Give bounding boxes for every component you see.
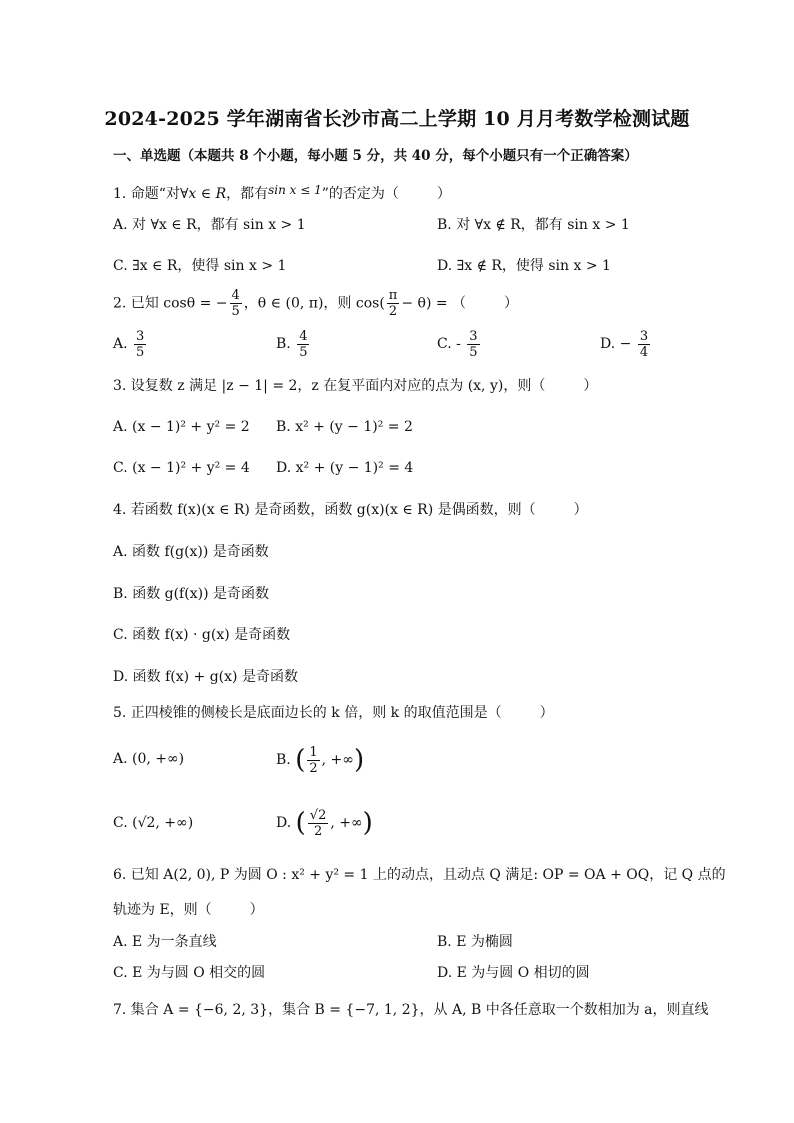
q6-option-b: B. E 为椭圆 xyxy=(437,934,513,950)
q2-b-den: 5 xyxy=(299,344,308,360)
question-4-stem xyxy=(113,500,588,520)
q5-d-num: √2 xyxy=(309,807,327,823)
q2-b-num: 4 xyxy=(299,328,308,344)
q3-option-a: A. (x − 1)² + y² = 2 xyxy=(113,419,250,435)
q5-d-lparen: ( xyxy=(295,808,306,838)
q1-option-b: B. 对 ∀x ∉ R，都有 sin x > 1 xyxy=(437,217,630,233)
q5-b-num: 1 xyxy=(309,744,318,760)
q2-pi-fraction xyxy=(387,288,400,319)
q1-stem-b: ，都有 xyxy=(226,186,269,202)
q6-stem-end: ） xyxy=(249,902,264,918)
q3-option-c: C. (x − 1)² + y² = 4 xyxy=(113,460,250,476)
question-3-stem xyxy=(113,376,597,396)
q6-option-d: D. E 为与圆 O 相切的圆 xyxy=(437,965,590,981)
q5-option-b xyxy=(276,738,364,782)
q2-b-fraction xyxy=(297,329,309,360)
q2-stem-c: − θ) = （ xyxy=(401,295,467,312)
question-6-stem-line1: 6. 已知 A(2, 0), P 为圆 O : x² + y² = 1 上的动点，且动点 Q 满足: OP = OA + OQ，记 Q 点的 xyxy=(113,867,726,883)
q2-c-num: 3 xyxy=(469,328,478,344)
q5-b-fraction xyxy=(307,745,319,776)
q5-b-rparen: ) xyxy=(353,745,365,775)
q2-c-fraction xyxy=(467,329,479,360)
q1-cond: sin x ≤ 1 xyxy=(268,183,322,197)
q1-forall: ∀x ∈ R xyxy=(179,186,227,202)
q5-b-label: B. xyxy=(276,752,291,768)
q5-d-tail: , +∞ xyxy=(330,815,363,831)
q5-stem: 5. 正四棱锥的侧棱长是底面边长的 k 倍，则 k 的取值范围是（ xyxy=(113,705,502,721)
q5-d-den: 2 xyxy=(313,823,323,839)
q2-a-fraction xyxy=(134,329,146,360)
section-heading: 一、单选题（本题共 8 个小题，每小题 5 分，共 40 分，每个小题只有一个正确答案） xyxy=(113,148,638,164)
q5-stem-end: ） xyxy=(539,705,554,721)
q6-option-c: C. E 为与圆 O 相交的圆 xyxy=(113,965,266,981)
q1-stem-d: ） xyxy=(436,186,451,202)
q2-pi-den: 2 xyxy=(388,304,398,319)
q4-stem-end: ） xyxy=(573,502,588,518)
q3-stem-end: ） xyxy=(583,378,598,394)
q1-stem-a: 1. 命题“对 xyxy=(113,186,180,202)
q4-option-a: A. 函数 f(g(x)) 是奇函数 xyxy=(113,544,269,560)
q2-d-label: D. − xyxy=(600,336,632,352)
q2-stem-b: ，θ ∈ (0, π)，则 cos( xyxy=(243,295,385,312)
question-5-stem xyxy=(113,703,554,723)
q4-option-d: D. 函数 f(x) + g(x) 是奇函数 xyxy=(113,669,298,685)
q5-d-label: D. xyxy=(276,815,292,831)
q5-b-den: 2 xyxy=(309,760,318,776)
q1-option-d: D. ∃x ∉ R，使得 sin x > 1 xyxy=(437,258,611,274)
q5-d-fraction xyxy=(308,808,329,839)
q2-d-num: 3 xyxy=(639,328,649,344)
q2-option-d xyxy=(600,326,652,362)
q5-b-tail: , +∞ xyxy=(321,752,354,768)
q2-option-a xyxy=(113,326,148,362)
q5-option-a: A. (0, +∞) xyxy=(113,751,185,767)
q3-option-b: B. x² + (y − 1)² = 2 xyxy=(276,419,413,435)
q1-option-a: A. 对 ∀x ∈ R，都有 sin x > 1 xyxy=(113,217,306,233)
question-2-stem xyxy=(113,288,518,319)
q2-c-den: 5 xyxy=(469,344,478,360)
q2-a-num: 3 xyxy=(136,328,145,344)
question-7-stem: 7. 集合 A = {−6, 2, 3}，集合 B = {−7, 1, 2}，从 A, B 中各任意取一个数相加为 a，则直线 xyxy=(113,1002,709,1018)
q4-option-c: C. 函数 f(x) · g(x) 是奇函数 xyxy=(113,627,291,643)
q4-option-b: B. 函数 g(f(x)) 是奇函数 xyxy=(113,586,269,602)
q3-stem: 3. 设复数 z 满足 |z − 1| = 2，z 在复平面内对应的点为 (x, y)，则（ xyxy=(113,378,546,394)
q2-c-label: C. - xyxy=(437,336,461,352)
q5-option-c: C. (√2, +∞) xyxy=(113,815,194,831)
q2-a-label: A. xyxy=(113,336,128,352)
q5-d-rparen: ) xyxy=(362,808,373,838)
q3-option-d: D. x² + (y − 1)² = 4 xyxy=(276,460,414,476)
q2-fraction xyxy=(230,288,242,319)
q5-option-d xyxy=(276,800,373,846)
q2-a-den: 5 xyxy=(136,344,145,360)
q2-option-b xyxy=(276,326,311,362)
question-1-stem xyxy=(113,180,451,204)
q6-stem-b: 轨迹为 E，则（ xyxy=(113,902,212,918)
q2-frac-den: 5 xyxy=(231,304,240,319)
q2-d-den: 4 xyxy=(639,344,649,360)
q2-pi-num: π xyxy=(388,288,398,303)
q4-stem: 4. 若函数 f(x)(x ∈ R) 是奇函数，函数 g(x)(x ∈ R) 是偶函数，则（ xyxy=(113,502,536,518)
q2-frac-num: 4 xyxy=(231,288,240,303)
q2-stem-a: 2. 已知 cosθ = − xyxy=(113,295,228,312)
q2-stem-d: ） xyxy=(504,295,519,312)
q2-b-label: B. xyxy=(276,336,291,352)
q1-option-c: C. ∃x ∈ R，使得 sin x > 1 xyxy=(113,258,287,274)
q5-b-lparen: ( xyxy=(295,745,306,775)
question-6-stem-line2 xyxy=(113,900,264,920)
q6-option-a: A. E 为一条直线 xyxy=(113,934,217,950)
q1-stem-c: ”的否定为（ xyxy=(321,186,399,202)
q2-d-fraction xyxy=(638,329,650,360)
q2-option-c xyxy=(437,326,482,362)
exam-title: 2024-2025 学年湖南省长沙市高二上学期 10 月月考数学检测试题 xyxy=(104,108,690,130)
